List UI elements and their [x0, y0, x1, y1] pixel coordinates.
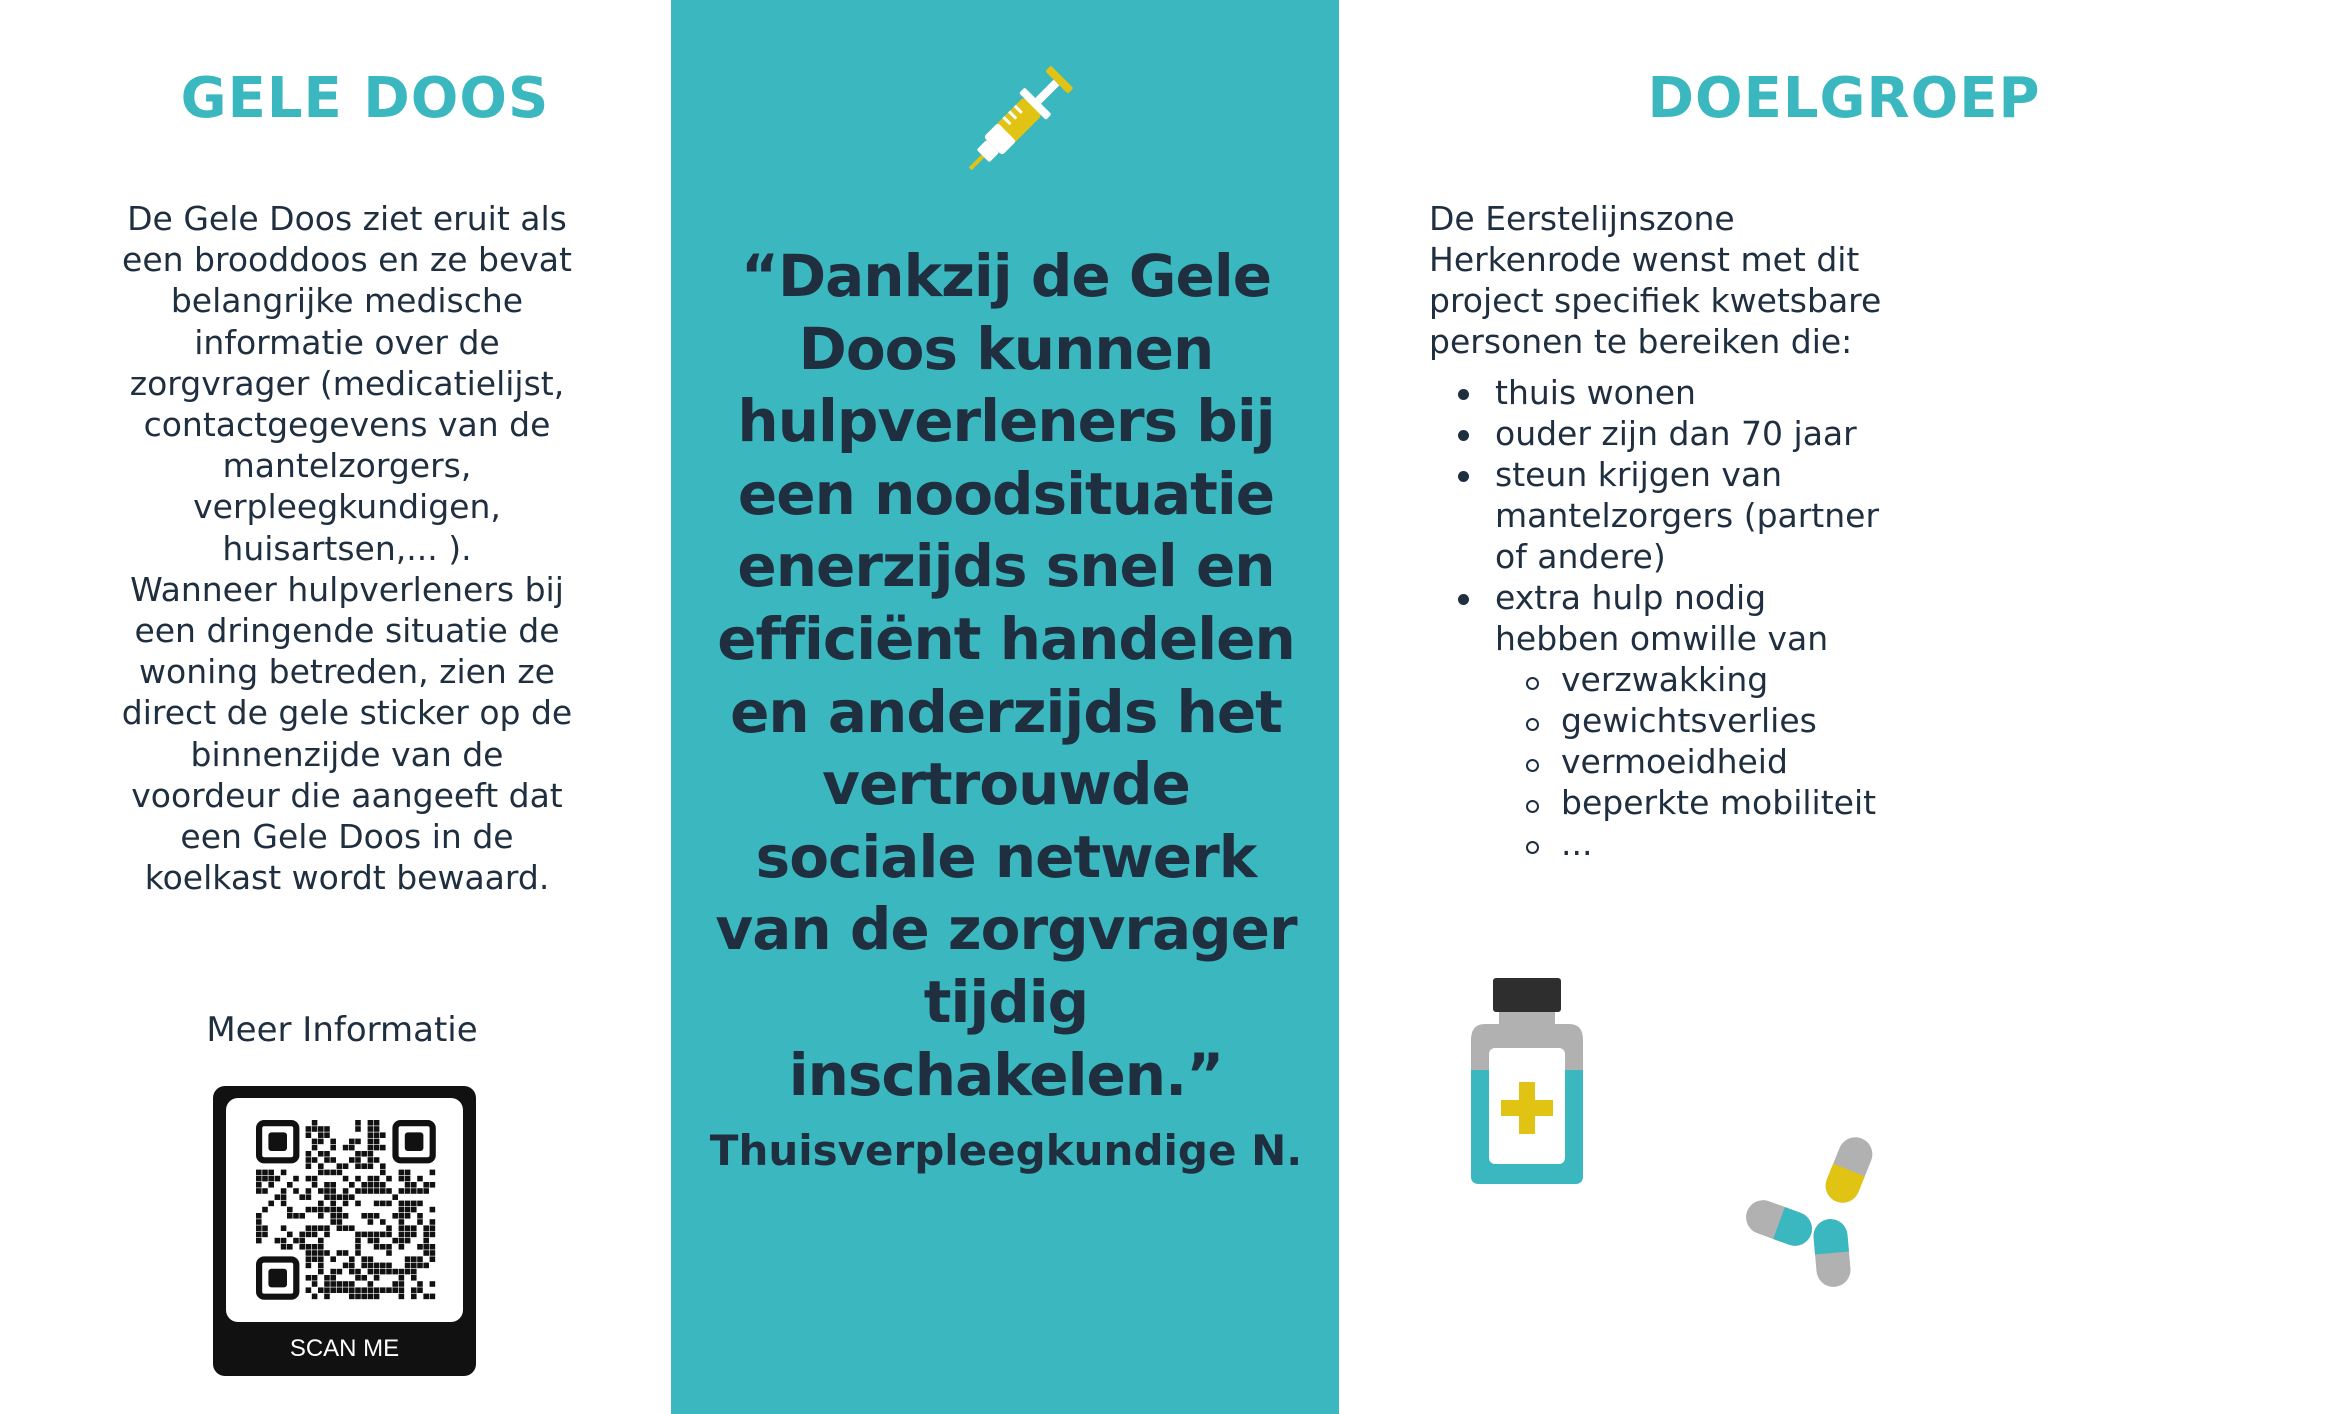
more-info-label: Meer Informatie [206, 1010, 478, 1050]
target-group-intro: De Eerstelijnszone Herkenrode wenst met dit project specifiek kwetsbare personen te bereiken die: [1429, 199, 1882, 361]
list-item: steun krijgen van mantelzorgers (partner of andere) [1495, 454, 1995, 577]
list-item: ouder zijn dan 70 jaar [1495, 413, 1995, 454]
scan-me-label: SCAN ME [289, 1335, 400, 1362]
sub-list [1495, 659, 1995, 864]
sub-bullet-ring [1526, 677, 1539, 690]
syringe-icon [927, 52, 1087, 212]
testimonial-quote: “Dankzij de Gele Doos kunnen hulpverleners bij een noodsituatie enerzijds snel en efficiënt handelen en anderzijds het vertrouwde sociale netwerk van de zorgvrager tijdig inschakelen.” [715, 242, 1297, 1109]
left-panel [0, 0, 671, 1414]
sub-bullet-ring [1526, 800, 1539, 813]
medicine-bottle-icon [1471, 978, 1583, 1184]
quote-attribution: Thuisverpleegkundige N. [709, 1126, 1303, 1175]
right-panel [1339, 0, 2041, 1414]
target-group-list [1495, 372, 1995, 864]
list-item: extra hulp nodig hebben omwille van verzwakking gewichtsverlies vermoeidheid beperkte mobiliteit ... [1495, 577, 1995, 864]
sub-list-item: gewichtsverlies [1561, 700, 1995, 741]
qr-code [226, 1098, 463, 1322]
sub-list-item: verzwakking [1561, 659, 1995, 700]
gele-doos-heading: GELE DOOS [180, 66, 550, 131]
bullet-dot [1458, 471, 1469, 482]
sub-list-item: ... [1561, 823, 1995, 864]
middle-panel [671, 0, 1339, 1414]
sub-list-item: beperkte mobiliteit [1561, 782, 1995, 823]
qr-code-card[interactable] [213, 1086, 476, 1376]
sub-bullet-ring [1526, 759, 1539, 772]
sub-bullet-ring [1526, 718, 1539, 731]
pills-icon [1739, 1120, 1889, 1290]
bullet-dot [1458, 430, 1469, 441]
doelgroep-heading: DOELGROEP [1647, 66, 2041, 131]
list-item: thuis wonen [1495, 372, 1995, 413]
sub-bullet-ring [1526, 841, 1539, 854]
qr-code-area [226, 1098, 463, 1322]
sub-list-item: vermoeidheid [1561, 741, 1995, 782]
gele-doos-description: De Gele Doos ziet eruit als een brooddoos en ze bevat belangrijke medische informatie over de zorgvrager (medicatielijst, contactgegevens van de mantelzorgers, verpleegkundigen, huisartsen,... ). Wanneer hulpverleners bij een dringende situatie de woning betreden, zien ze direct de gele sticker op de binnenzijde van de voordeur die aangeeft dat een Gele Doos in de koelkast wordt bewaard. [121, 199, 573, 898]
bullet-dot [1458, 389, 1469, 400]
bullet-dot [1458, 594, 1469, 605]
